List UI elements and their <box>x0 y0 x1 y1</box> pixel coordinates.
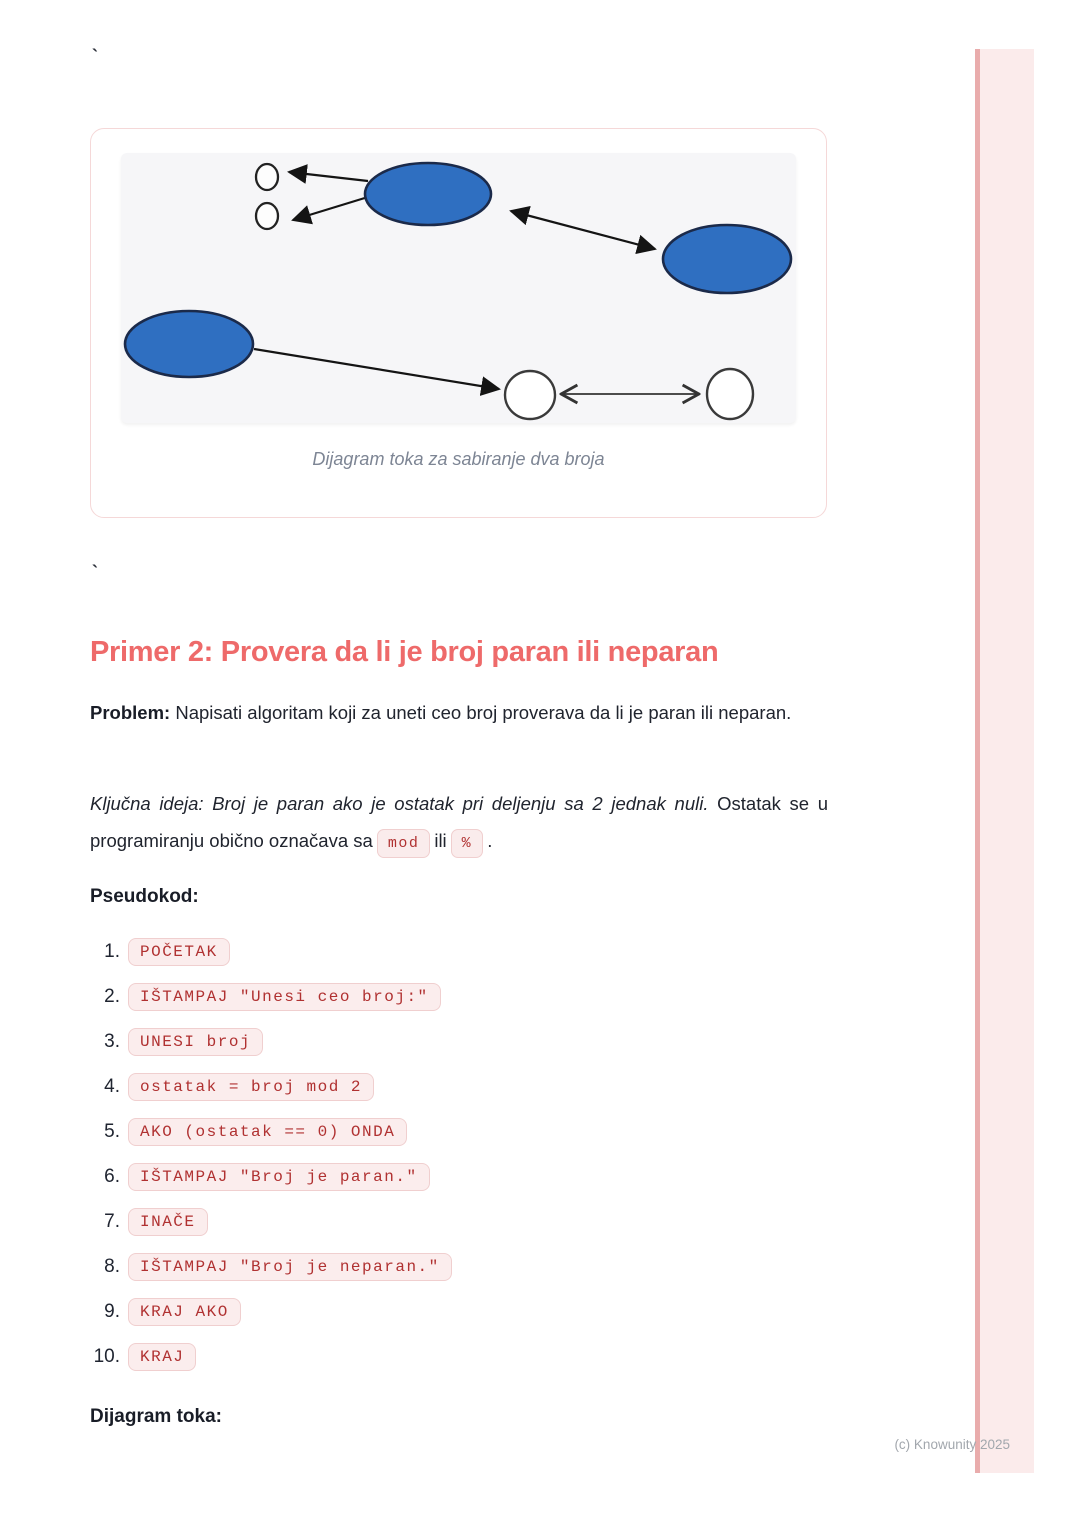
pseudocode-item <box>88 983 452 1011</box>
problem-text: Napisati algoritam koji za uneti ceo broj proverava da li je paran ili neparan. <box>170 702 792 723</box>
idea-tail-text: . <box>487 830 493 851</box>
idea-ili-text: ili <box>434 830 447 851</box>
flow-diagram-image <box>121 153 796 423</box>
blue-ellipse-right <box>663 225 791 293</box>
item-number: 3. <box>104 1031 120 1052</box>
page-edge-stripe <box>979 49 1034 1473</box>
pseudocode-item <box>88 1163 452 1191</box>
pseudocode-chip: IŠTAMPAJ "Broj je neparan." <box>128 1253 452 1281</box>
pseudocode-chip: IŠTAMPAJ "Broj je paran." <box>128 1163 430 1191</box>
flow-diagram-svg <box>121 153 796 423</box>
pseudocode-chip: POČETAK <box>128 938 230 966</box>
pseudocode-chip: KRAJ <box>128 1343 196 1371</box>
small-circle-1 <box>256 164 278 190</box>
idea-italic-text: Ključna ideja: Broj je paran ako je ostatak pri deljenju sa 2 jednak nuli. <box>90 793 709 814</box>
item-number: 8. <box>104 1256 120 1277</box>
arrow-to-small-circle-2 <box>293 197 368 220</box>
inline-code-percent: % <box>451 829 484 858</box>
stray-backtick-middle: ` <box>92 562 98 582</box>
problem-label: Problem: <box>90 702 171 723</box>
pseudocode-chip: UNESI broj <box>128 1028 263 1056</box>
item-number: 2. <box>104 986 120 1007</box>
item-number: 10. <box>93 1346 120 1367</box>
double-arrow-top <box>511 211 655 249</box>
flowchart-label: Dijagram toka: <box>90 1406 222 1427</box>
idea-paragraph <box>90 785 828 859</box>
pseudocode-item <box>88 938 452 966</box>
arrow-to-small-circle-1 <box>289 172 368 181</box>
figure-caption: Dijagram toka za sabiranje dva broja <box>312 449 605 469</box>
idea-regular-text: Ostatak se u programiranju obično označava sa <box>90 793 828 851</box>
inline-code-mod: mod <box>377 829 431 858</box>
blue-ellipse-bottom-left <box>125 311 253 377</box>
pseudocode-item <box>88 1118 452 1146</box>
white-circle-left <box>505 371 555 419</box>
pseudocode-label: Pseudokod: <box>90 886 199 907</box>
pseudocode-chip: IŠTAMPAJ "Unesi ceo broj:" <box>128 983 441 1011</box>
white-circle-right <box>707 369 753 419</box>
pseudocode-chip: INAČE <box>128 1208 208 1236</box>
item-number: 7. <box>104 1211 120 1232</box>
pseudocode-list <box>88 938 452 1388</box>
problem-paragraph <box>90 694 828 731</box>
pseudocode-item <box>88 1208 452 1236</box>
pseudocode-item <box>88 1073 452 1101</box>
section-heading: Primer 2: Provera da li je broj paran ili neparan <box>90 636 719 668</box>
page-edge-stripe-line <box>975 49 980 1473</box>
pseudocode-item <box>88 1298 452 1326</box>
stray-backtick-top: ` <box>92 46 98 66</box>
item-number: 9. <box>104 1301 120 1322</box>
pseudocode-item <box>88 1028 452 1056</box>
item-number: 4. <box>104 1076 120 1097</box>
flow-diagram-card <box>90 128 827 518</box>
pseudocode-item <box>88 1253 452 1281</box>
item-number: 6. <box>104 1166 120 1187</box>
pseudocode-item <box>88 1343 452 1371</box>
arrow-bottom-long <box>254 349 499 389</box>
pseudocode-chip: AKO (ostatak == 0) ONDA <box>128 1118 407 1146</box>
pseudocode-chip: KRAJ AKO <box>128 1298 241 1326</box>
pseudocode-chip: ostatak = broj mod 2 <box>128 1073 374 1101</box>
item-number: 1. <box>104 941 120 962</box>
small-circle-2 <box>256 203 278 229</box>
blue-ellipse-top <box>365 163 491 225</box>
copyright-footer: (c) Knowunity 2025 <box>894 1437 1010 1452</box>
item-number: 5. <box>104 1121 120 1142</box>
